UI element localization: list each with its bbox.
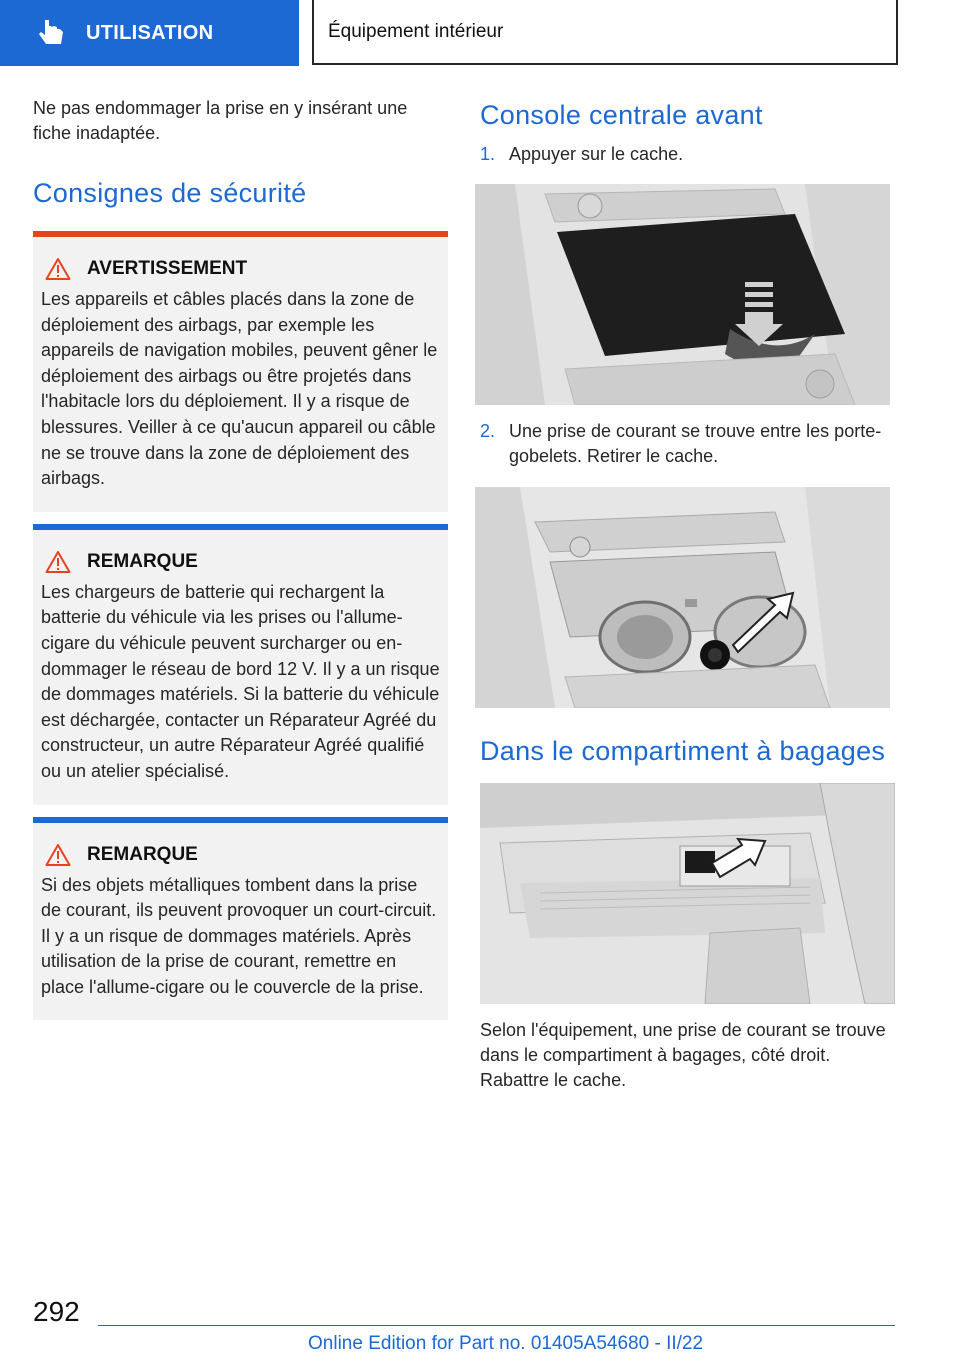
warning-triangle-icon (45, 257, 71, 281)
cupholder-socket-image (475, 487, 890, 708)
remark-notice-metal (33, 817, 448, 1021)
notice-title: REMARQUE (87, 550, 198, 572)
notice-text: Les chargeurs de batterie qui rechargent la batterie du véhicule via les prises ou l'allume-cigare du véhicule peuvent surcharger ou endommager le réseau de bord 12 V. Il y a un risque de dommages matériels. Si la batterie du véhicule est déchargée, contacter un Réparateur Agréé du constructeur, un autre Réparateur Agréé qualifié ou un atelier spécialisé. (41, 581, 440, 781)
footer-divider (98, 1325, 895, 1326)
intro-paragraph: Ne pas endommager la prise en y insérant une fiche inadaptée. (33, 98, 408, 143)
step-text: Une prise de courant se trouve entre les porte-gobelets. Retirer le cache. (509, 421, 882, 466)
step-item (480, 419, 895, 469)
page-number: 292 (33, 1296, 80, 1327)
notice-title: REMARQUE (87, 843, 198, 865)
console-heading: Console centrale avant (480, 100, 763, 130)
console-cover-image (475, 184, 890, 405)
notice-title: AVERTISSEMENT (87, 258, 248, 279)
notice-text: Si des objets métalliques tombent dans la prise de courant, ils peuvent provoquer un court-circuit. Il y a un risque de dommages matériels. Après utilisation de la prise de courant, remettre en place l'allume-cigare ou le couvercle de la prise. (41, 874, 437, 997)
right-column (480, 96, 895, 1093)
footer-edition: Online Edition for Part no. 01405A54680 - II/22 (308, 1333, 704, 1354)
trunk-heading: Dans le compartiment à bagages (480, 736, 886, 766)
trunk-paragraph: Selon l'équipement, une prise de courant se trouve dans le compartiment à bagages, côté droit. Rabattre le cache. (480, 1020, 886, 1090)
step-list-2 (480, 419, 895, 469)
remark-notice-battery (33, 524, 448, 805)
section-title: UTILISATION (86, 21, 214, 44)
hand-pointer-icon (36, 18, 68, 48)
step-item (480, 142, 895, 167)
notice-text: Les appareils et câbles placés dans la zone de déploiement des airbags, par exemple les appareils de navigation mobiles, peuvent gêner le déploiement des airbags ou être projetés dans l'habitacle lors du déploiement. Il y a risque de blessures. Veiller à ce qu'aucun appareil ou câble ne se trouve dans la zone de déploiement des airbags. (41, 289, 438, 489)
left-column (33, 96, 448, 1020)
step-list-1 (480, 142, 895, 167)
trunk-socket-image (480, 783, 895, 1004)
safety-heading: Consignes de sécurité (33, 178, 307, 208)
step-number: 1. (480, 144, 496, 164)
warning-triangle-icon (45, 843, 71, 867)
step-text: Appuyer sur le cache. (509, 144, 684, 164)
section-tab (0, 0, 299, 66)
chapter-title: Équipement intérieur (328, 20, 504, 42)
warning-notice (33, 231, 448, 512)
warning-triangle-icon (45, 550, 71, 574)
step-number: 2. (480, 421, 496, 441)
chapter-box (312, 0, 898, 65)
